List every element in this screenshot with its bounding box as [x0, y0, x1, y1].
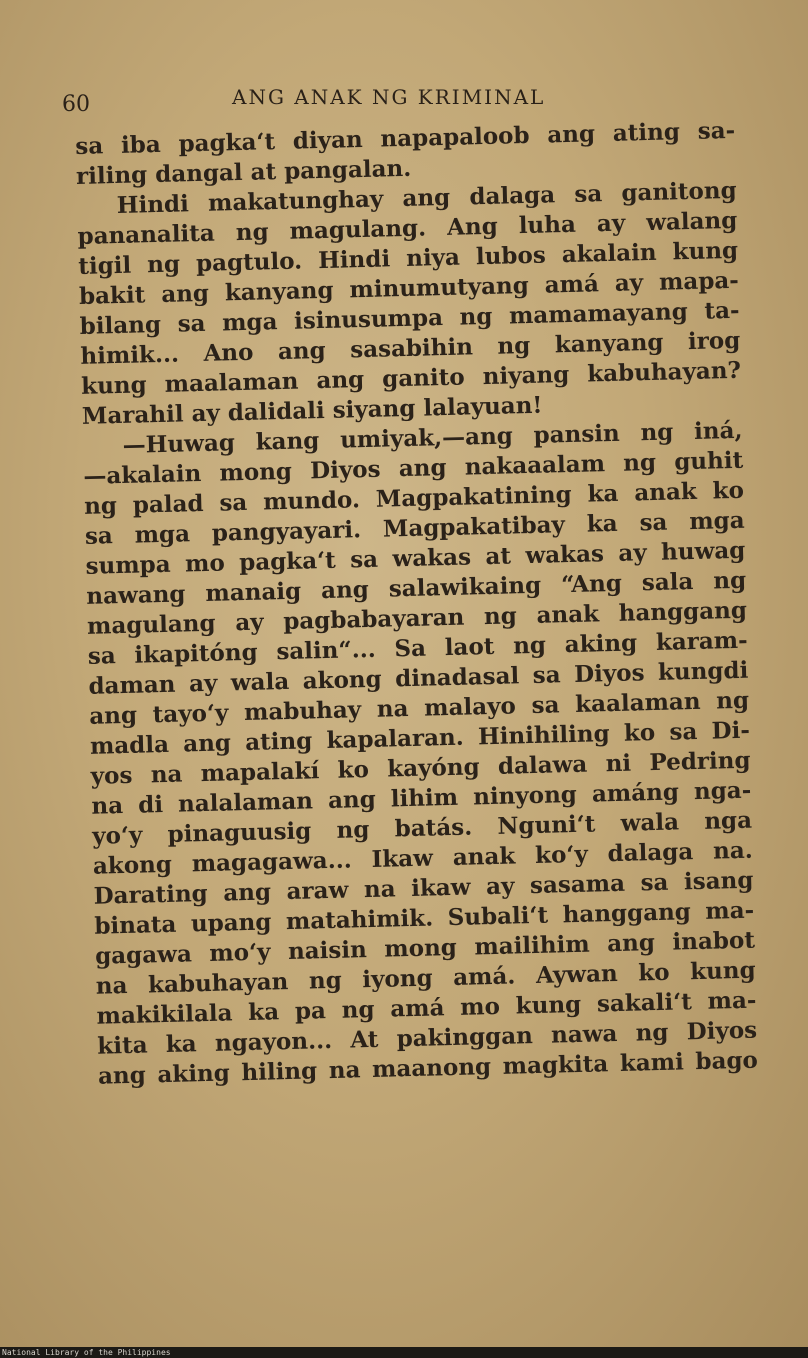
text-line-content: na kabuhayan ng iyong amá. Aywan ko kung [95, 956, 756, 1000]
text-line-content: ang aking hiling na maanong magkita kami bago [97, 1046, 759, 1090]
footer-credit: National Library of the Philippines [2, 1348, 171, 1357]
text-line-content: Darating ang araw na ikaw ay sasama sa isang [93, 866, 754, 910]
text-line-content: tigil ng pagtulo. Hindi niya lubos akalain kung [77, 236, 739, 280]
text-line-content: magulang ay pagbabayaran ng anak hanggang [86, 596, 748, 640]
text-line-content: himik... Ano ang sasabihin ng kanyang irog [80, 326, 741, 370]
text-line-content: na di nalalaman ang lihim ninyong amáng nga- [91, 776, 752, 820]
page-number: 60 [62, 92, 90, 117]
text-line-content: pananalita ng magulang. Ang luha ay walang [77, 206, 738, 250]
text-line-content: ng palad sa mundo. Magpakatining ka anak ko [83, 476, 745, 520]
text-line-content: sumpa mo pagka‘t sa wakas at wakas ay huwag [85, 536, 746, 580]
text-line-content: bilang sa mga isinusumpa ng mamamayang ta- [79, 296, 740, 340]
text-line-content: yo‘y pinaguusig ng batás. Nguni‘t wala nga [91, 806, 753, 850]
text-line-content: sa ikapitóng salin“... Sa laot ng aking karam- [87, 626, 748, 670]
text-line-content: kung maalaman ang ganito niyang kabuhayan? [80, 356, 742, 400]
text-line-content: sa mga pangyayari. Magpakatibay ka sa mga [84, 506, 745, 550]
text-line-content: yos na mapalakí ko kayóng dalawa ni Pedring [90, 746, 751, 790]
running-title: ANG ANAK NG KRIMINAL [232, 85, 546, 109]
text-line-content: akong magagawa... Ikaw anak ko‘y dalaga na. [92, 836, 754, 880]
text-line-content: gagawa mo‘y naisin mong mailihim ang inabot [94, 926, 756, 970]
text-line-content: Hindi makatunghay ang dalaga sa ganitong [116, 176, 737, 219]
text-line-content: nawang manaig ang salawikaing “Ang sala ng [86, 566, 747, 610]
text-line-content: ang tayo‘y mabuhay na malayo sa kaalaman ng [88, 686, 750, 730]
text-line-content: kita ka ngayon... At pakinggan nawa ng Diyos [97, 1016, 758, 1060]
text-line-content: bakit ang kanyang minumutyang amá ay mapa- [78, 266, 740, 310]
text-line-content: daman ay wala akong dinadasal sa Diyos kungdi [88, 656, 749, 700]
text-line-content: sa iba pagka‘t diyan napapaloob ang ating sa- [75, 116, 736, 160]
text-line-content: madla ang ating kapalaran. Hinihiling ko sa Di- [89, 716, 751, 760]
text-line-content: binata upang matahimik. Subali‘t hanggang ma- [94, 896, 755, 940]
text-line-content: makikilala ka pa ng amá mo kung sakali‘t ma- [96, 986, 757, 1030]
text-line-content: —Huwag kang umiyak,—ang pansin ng iná, [122, 416, 743, 459]
text-line-content: riling dangal at pangalan. [75, 154, 412, 190]
text-line-content: —akalain mong Diyos ang nakaaalam ng guhit [83, 446, 744, 490]
body-text [75, 116, 758, 1092]
text-line-content: Marahil ay dalidali siyang lalayuan! [81, 391, 543, 430]
